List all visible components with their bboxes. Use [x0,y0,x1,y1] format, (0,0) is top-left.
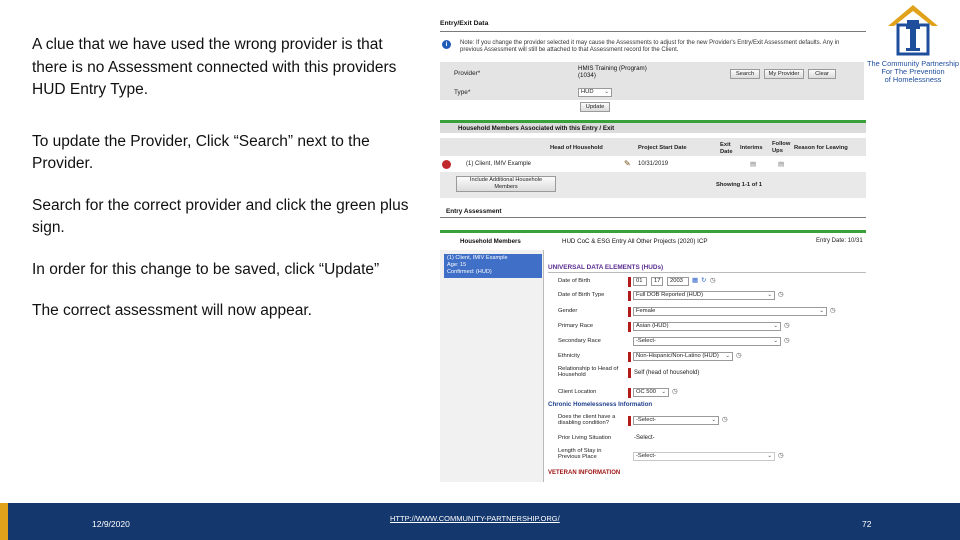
secondary-race-label: Secondary Race [558,338,601,344]
section-accent-bar [544,230,866,233]
button-label: Members [494,184,518,190]
required-marker [628,352,631,362]
chevron-down-icon: ⌄ [773,323,778,329]
type-label: Type* [454,89,471,96]
divider [440,31,866,32]
household-title: Household Members Associated with this Entry / Exit [458,125,615,132]
required-marker [628,322,631,332]
history-icon[interactable]: ◷ [672,388,678,395]
provider-value-line: HMIS Training (Program) [578,65,647,72]
length-of-stay-value: -Select- [636,453,656,459]
member-line: Confirmed: (HUD) [447,268,492,275]
button-label: Include Additional Househole [469,177,543,183]
member-line: Age: 15 [447,261,467,268]
provider-label: Provider* [454,70,481,77]
embedded-screenshot [438,14,866,484]
house-logo-icon [885,2,941,58]
delete-icon[interactable] [442,160,451,169]
community-partnership-logo [866,0,960,85]
instruction-paragraph: Search for the correct provider and click the green plus sign. [32,196,409,236]
household-sidebar [440,250,544,482]
logo-line: The Community Partnership [866,59,959,68]
section-accent-bar [440,230,544,233]
chevron-down-icon: ⌄ [711,417,716,423]
include-household-members-button[interactable] [456,176,556,192]
history-icon[interactable]: ◷ [710,277,716,284]
instruction-paragraph: A clue that we have used the wrong provider is that there is no Assessment connected with this providers HUD Entry Type. [32,36,397,98]
update-button[interactable]: Update [580,102,610,112]
instruction-paragraph: The correct assessment will now appear. [32,302,312,319]
logo-line: of Homelessness [884,75,942,85]
ethnicity-value: Non-Hispanic/Non-Latino (HUD) [636,353,719,359]
chronic-heading: Chronic Homelessness Information [548,401,653,408]
start-date-cell: 10/31/2019 [638,161,669,167]
logo-line: For The Prevention [881,67,945,77]
gender-label: Gender [558,308,578,314]
prior-living-label: Prior Living Situation [558,435,612,441]
required-marker [628,368,631,378]
history-icon[interactable]: ◷ [830,307,836,314]
client-location-value: OC 500 [636,389,656,395]
divider [548,272,866,273]
dob-type-label: Date of Birth Type [558,292,605,298]
required-marker [628,291,631,301]
disabling-condition-value: -Select- [636,417,656,423]
slide-page-number: 72 [862,519,872,529]
refresh-icon[interactable]: ↻ [701,277,707,284]
follow-ups-icon[interactable]: ▤ [778,161,785,168]
assessment-name: HUD CoC & ESG Entry All Other Projects (2020) ICP [562,238,708,245]
chevron-down-icon: ⌄ [819,308,824,314]
ethnicity-select[interactable] [633,352,733,361]
history-icon[interactable]: ◷ [722,416,728,423]
dob-type-value: Full DOB Reported (HUD) [636,292,704,298]
history-icon[interactable]: ◷ [784,337,790,344]
dob-label: Date of Birth [558,278,591,284]
client-location-select[interactable] [633,388,669,397]
footer-website-link[interactable]: HTTP://WWW.COMMUNITY-PARTNERSHIP.ORG/ [390,514,560,523]
history-icon[interactable]: ◷ [778,291,784,298]
instruction-paragraph: In order for this change to be saved, click “Update” [32,260,380,278]
gender-select[interactable] [633,307,827,316]
length-of-stay-label [558,448,624,461]
showing-count: Showing 1-1 of 1 [716,182,763,188]
slide-instructions [32,34,412,342]
required-marker [628,388,631,398]
relationship-label [558,366,626,379]
divider [440,217,866,218]
entry-date: Entry Date: 10/31 [816,238,863,244]
pencil-icon[interactable]: ✎ [624,159,631,168]
type-select[interactable] [578,88,612,97]
provider-form [440,62,864,100]
interims-icon[interactable]: ▤ [750,161,757,168]
client-location-label: Client Location [558,389,597,395]
provider-value [578,65,647,79]
label-line: Previous Place [558,454,597,461]
member-line: (1) Client, IMIV Example [447,255,508,261]
footer-date: 12/9/2020 [92,519,130,529]
label-line: Household [558,372,586,379]
column-header: Head of Household [550,145,603,151]
gender-value: Female [636,308,656,314]
required-marker [628,277,631,287]
disabling-condition-select[interactable] [633,416,719,425]
secondary-race-select[interactable] [633,337,781,346]
my-provider-button[interactable]: My Provider [764,69,804,79]
entry-exit-title: Entry/Exit Data [440,20,489,27]
relationship-value: Self (head of household) [634,370,700,376]
chevron-down-icon: ⌄ [773,338,778,344]
column-header: Reason for Leaving [794,145,848,151]
required-marker [628,416,631,426]
disabling-condition-label [558,414,628,427]
calendar-icon[interactable]: ▦ [692,277,699,284]
chevron-down-icon: ⌄ [767,453,772,459]
instruction-paragraph: To update the Provider, Click “Search” next to the Provider. [32,132,370,172]
info-icon: i [442,40,451,49]
search-button[interactable]: Search [730,69,760,79]
history-icon[interactable]: ◷ [778,452,784,459]
label-line: Relationship to Head of [558,366,619,372]
type-value: HUD [581,89,594,95]
primary-race-label: Primary Race [558,323,594,329]
entry-assessment-title: Entry Assessment [446,208,502,215]
prior-living-value[interactable]: -Select- [634,435,655,441]
ethnicity-label: Ethnicity [558,353,580,359]
label-line: Does the client have a [558,414,616,420]
history-icon[interactable]: ◷ [784,322,790,329]
chevron-down-icon: ⌄ [661,389,666,395]
length-of-stay-select[interactable] [633,452,775,461]
label-line: disabling condition? [558,420,609,427]
history-icon[interactable]: ◷ [736,352,742,359]
dob-day-input[interactable]: 17 [651,277,663,286]
ude-heading: UNIVERSAL DATA ELEMENTS (HUDs) [548,264,664,271]
column-header: Exit Date [720,142,733,155]
provider-change-note: Note: If you change the provider selected it may cause the Assessments to adjust for the new Provider's Entry/Exit Assessment defaults. Any in previous Assessment will still be attached to that Assessment record for the Client. [460,40,840,54]
label-line: Length of Stay in [558,448,602,454]
client-name-cell[interactable]: (1) Client, IMIV Example [466,161,532,167]
chevron-down-icon: ⌄ [767,292,772,298]
veteran-heading: VETERAN INFORMATION [548,470,621,476]
column-header: Interims [740,145,763,151]
column-header: Project Start Date [638,145,687,151]
primary-race-value: Asian (HUD) [636,323,669,329]
column-header: Follow Ups [772,141,791,154]
secondary-race-value: -Select- [636,338,656,344]
provider-value-line: (1034) [578,72,596,79]
dob-type-select[interactable] [633,291,775,300]
required-marker [628,307,631,317]
primary-race-select[interactable] [633,322,781,331]
selected-household-member[interactable] [444,254,542,278]
footer-accent-stripe [0,503,8,540]
chevron-down-icon: ⌄ [725,353,730,359]
chevron-down-icon: ⌄ [604,89,609,95]
dob-year-input[interactable]: 2003 [667,277,689,286]
dob-month-input[interactable]: 01 [633,277,647,286]
household-members-heading: Household Members [460,238,521,245]
clear-button[interactable]: Clear [808,69,836,79]
